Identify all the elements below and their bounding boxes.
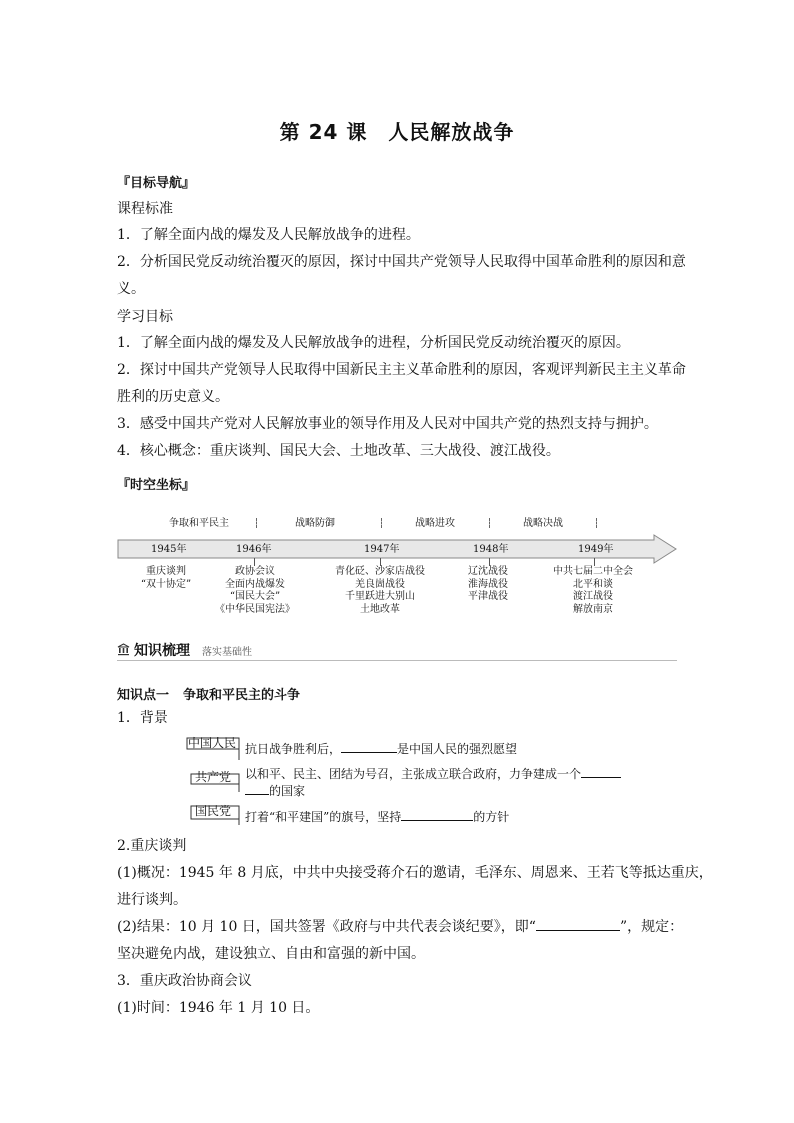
chongqing-result-part: ”，规定： — [619, 919, 684, 935]
fill-blank — [401, 808, 473, 821]
timeline-events-1949 — [543, 566, 643, 616]
background-text — [245, 740, 517, 758]
background-label: 中国人民 — [188, 736, 237, 750]
timeline-event: “双十协定” — [140, 578, 192, 590]
timeline-year: 1947年 — [364, 544, 400, 555]
timeline-phase: 战略决战 — [523, 518, 563, 529]
chongqing-heading: 2.重庆谈判 — [117, 838, 187, 854]
timeline-tick — [489, 558, 490, 566]
timeline-event: 青化砭、沙家店战役 — [335, 566, 425, 577]
pcc-time: (1)时间：1946 年 1 月 10 日。 — [117, 1000, 320, 1016]
timeline-event: 辽沈战役 — [468, 566, 508, 577]
timeline-event: 全面内战爆发 — [225, 578, 285, 590]
phase-divider — [256, 518, 257, 528]
chongqing-line: 进行谈判。 — [117, 892, 187, 908]
timeline-phase: 战略防御 — [295, 518, 335, 529]
curriculum-item: 1．了解全面内战的爆发及人民解放战争的进程。 — [117, 227, 420, 243]
background-label: 国民党 — [195, 804, 232, 818]
chongqing-result-part: (2)结果：10 月 10 日，国共签署《政府与中共代表会谈纪要》，即“ — [117, 919, 536, 935]
fill-blank — [341, 740, 397, 753]
background-text-part: 以和平、民主、团结为号召，主张成立联合政府，力争建成一个 — [245, 767, 582, 781]
book-icon — [117, 643, 130, 656]
pcc-heading: 3．重庆政治协商会议 — [117, 973, 252, 989]
curriculum-heading: 课程标准 — [117, 201, 173, 217]
chongqing-result — [117, 917, 683, 937]
knowledge-point-heading — [117, 684, 300, 703]
background-text-part: 的国家 — [269, 784, 306, 798]
study-item: 4．核心概念：重庆谈判、国民大会、土地改革、三大战役、渡江战役。 — [117, 443, 560, 459]
background-text-part: 的方针 — [473, 810, 510, 824]
study-item: 2．探讨中国共产党领导人民取得中国新民主主义革命胜利的原因，客观评判新民主主义革命 — [117, 362, 686, 378]
timeline-event: 《中华民国宪法》 — [215, 603, 295, 615]
timeline-event: 淮海战役 — [468, 578, 508, 590]
timeline-event: 重庆谈判 — [146, 566, 186, 577]
phase-divider — [489, 518, 490, 528]
timeline-phase: 战略进攻 — [415, 518, 455, 529]
phase-divider — [596, 518, 597, 528]
knowledge-point-label: 知识点一 — [117, 688, 170, 703]
timeline-tick — [254, 558, 255, 566]
timeline-event: 北平和谈 — [573, 578, 613, 590]
timeline-event: 千里跃进大别山 — [345, 591, 415, 602]
timeline-event: 平津战役 — [468, 591, 508, 602]
curriculum-item: 义。 — [117, 281, 145, 297]
timeline-events-1945 — [131, 566, 201, 591]
background-text-part: 是中国人民的强烈愿望 — [397, 742, 518, 756]
background-heading: 1．背景 — [117, 710, 168, 726]
chongqing-line: (1)概况：1945 年 8 月底，中共中央接受蒋介石的邀请，毛泽东、周恩来、王若飞等抵达重庆， — [117, 865, 713, 881]
knowledge-subtitle: 落实基础性 — [202, 647, 252, 658]
timeline-year: 1948年 — [473, 544, 509, 555]
timeline-year: 1945年 — [151, 544, 187, 555]
timeline-events-1948 — [457, 566, 519, 604]
timeline-event: 中共七届二中全会 — [553, 566, 633, 577]
curriculum-item: 2．分析国民党反动统治覆灭的原因，探讨中国共产党领导人民取得中国革命胜利的原因和意 — [117, 254, 686, 270]
timeline-event: 渡江战役 — [573, 591, 613, 602]
timespace-heading: 『时空坐标』 — [117, 478, 196, 493]
background-label: 共产党 — [195, 770, 232, 784]
timeline-tick — [380, 558, 381, 566]
timeline-phase: 争取和平民主 — [169, 518, 229, 529]
study-item: 1．了解全面内战的爆发及人民解放战争的进程，分析国民党反动统治覆灭的原因。 — [117, 335, 630, 351]
study-item: 胜利的历史意义。 — [117, 389, 229, 405]
background-text — [245, 808, 509, 826]
chongqing-result-line2: 坚决避免内战，建设独立、自由和富强的新中国。 — [117, 946, 425, 962]
background-text — [245, 765, 621, 783]
phase-divider — [381, 518, 382, 528]
timeline-event: 政协会议 — [235, 566, 275, 577]
timeline-event: “国民大会” — [229, 591, 281, 602]
knowledge-banner — [117, 640, 677, 661]
fill-blank — [536, 918, 620, 931]
timeline-event: 土地改革 — [360, 603, 400, 615]
background-text — [245, 782, 305, 800]
study-item: 3．感受中国共产党对人民解放事业的领导作用及人民对中国共产党的热烈支持与拥护。 — [117, 416, 658, 432]
timeline-year: 1949年 — [578, 544, 614, 555]
timeline-year: 1946年 — [236, 544, 272, 555]
goal-nav-heading: 『目标导航』 — [117, 176, 196, 191]
timeline-tick — [594, 558, 595, 566]
fill-blank — [245, 782, 269, 795]
background-text-part: 打着“和平建国”的旗号，坚持 — [245, 810, 402, 824]
background-text-part: 抗日战争胜利后， — [245, 742, 342, 756]
timeline — [117, 514, 682, 624]
knowledge-point-name: 争取和平民主的斗争 — [183, 688, 301, 703]
fill-blank — [581, 765, 621, 778]
page-title: 第 24 课 人民解放战争 — [279, 120, 515, 144]
timeline-event: 解放南京 — [573, 603, 613, 615]
study-heading: 学习目标 — [117, 309, 173, 325]
timeline-events-1947 — [327, 566, 433, 616]
timeline-event: 羌良崮战役 — [355, 578, 405, 590]
knowledge-title: 知识梳理 — [134, 643, 190, 659]
timeline-events-1946 — [209, 566, 301, 616]
